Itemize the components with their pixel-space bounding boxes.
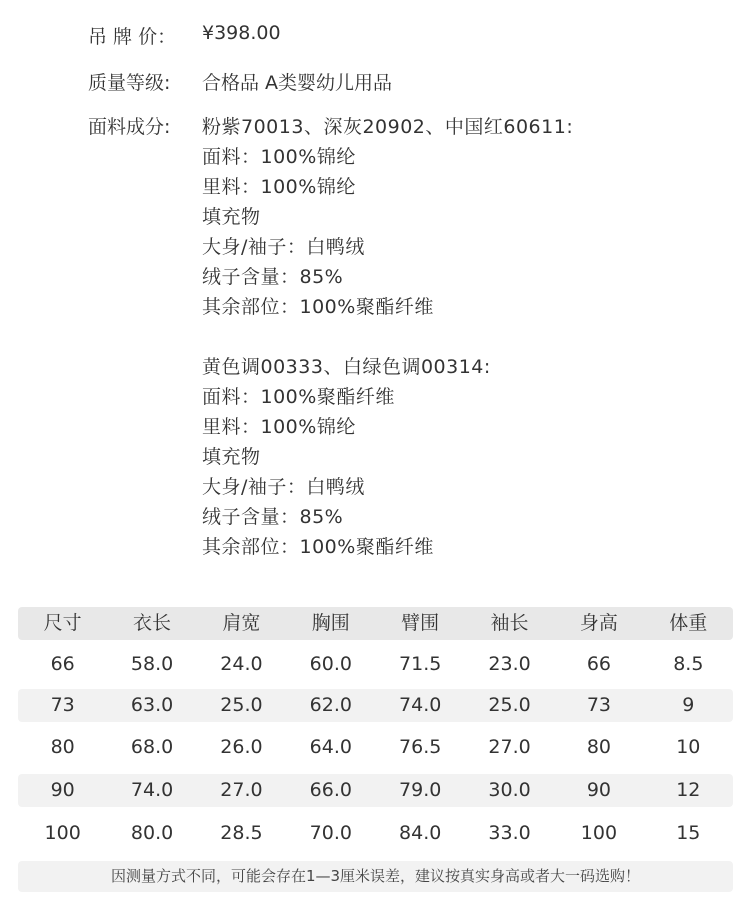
table-header-row — [18, 607, 733, 640]
fabric-group2-line: 其余部位：100%聚酯纤维 — [202, 536, 434, 558]
table-row — [18, 648, 733, 681]
fabric-group1-title: 粉紫70013、深灰20902、中国红60611: — [202, 116, 574, 138]
grade-label: 质量等级: — [88, 72, 171, 94]
table-header-cell: 身高 — [579, 612, 618, 634]
table-header-cell: 臂围 — [401, 612, 440, 634]
fabric-group2-line: 填充物 — [202, 446, 261, 468]
table-header-cell: 衣长 — [133, 612, 172, 634]
table-header-cell: 体重 — [669, 612, 708, 634]
table-cell: 66.0 — [309, 779, 352, 801]
table-cell: 63.0 — [130, 694, 174, 716]
table-cell: 12 — [676, 779, 701, 801]
fabric-group2-line: 面料：100%聚酯纤维 — [202, 386, 395, 408]
table-cell: 68.0 — [130, 736, 174, 758]
price-value: ¥398.00 — [202, 22, 281, 44]
table-cell: 76.5 — [399, 736, 442, 758]
table-cell: 60.0 — [309, 653, 352, 675]
table-cell: 10 — [676, 736, 701, 758]
table-row — [18, 817, 733, 850]
table-cell: 15 — [676, 822, 701, 844]
fabric-label: 面料成分: — [88, 116, 171, 138]
measurement-note: 因测量方式不同，可能会存在1—3厘米误差，建议按真实身高或者大一码选购！ — [18, 861, 733, 892]
grade-value: 合格品 A类婴幼儿用品 — [202, 72, 393, 94]
table-cell: 62.0 — [309, 694, 352, 716]
table-cell: 80 — [586, 736, 612, 758]
fabric-group2-title: 黄色调00333、白绿色调00314: — [202, 356, 491, 378]
fabric-group2-line: 大身/袖子：白鸭绒 — [202, 476, 365, 498]
table-cell: 26.0 — [220, 736, 263, 758]
fabric-group2-line: 绒子含量：85% — [202, 506, 344, 528]
table-cell: 25.0 — [488, 694, 531, 716]
table-cell: 74.0 — [399, 694, 442, 716]
table-header-cell: 尺寸 — [43, 612, 82, 634]
table-row — [18, 689, 733, 722]
fabric-group1-line: 绒子含量：85% — [202, 266, 344, 288]
table-cell: 8.5 — [673, 653, 704, 675]
price-label: 吊 牌 价： — [88, 26, 177, 48]
table-cell: 90 — [50, 779, 75, 801]
table-cell: 80 — [50, 736, 75, 758]
table-cell: 27.0 — [220, 779, 263, 801]
fabric-group2-line: 里料：100%锦纶 — [202, 416, 356, 438]
table-cell: 64.0 — [309, 736, 352, 758]
table-cell: 25.0 — [220, 694, 263, 716]
table-cell: 30.0 — [488, 779, 531, 801]
table-header-cell: 胸围 — [311, 612, 350, 634]
table-cell: 71.5 — [399, 653, 442, 675]
table-cell: 90 — [586, 779, 612, 801]
table-cell: 9 — [682, 694, 695, 716]
table-row — [18, 774, 733, 807]
table-cell: 27.0 — [488, 736, 531, 758]
table-cell: 79.0 — [399, 779, 442, 801]
table-cell: 70.0 — [309, 822, 352, 844]
table-cell: 74.0 — [130, 779, 174, 801]
table-cell: 66 — [50, 653, 75, 675]
table-cell: 58.0 — [130, 653, 174, 675]
table-cell: 33.0 — [488, 822, 531, 844]
table-header-cell: 袖长 — [490, 612, 529, 634]
table-cell: 28.5 — [220, 822, 263, 844]
fabric-group1-line: 里料：100%锦纶 — [202, 176, 356, 198]
fabric-group1-line: 其余部位：100%聚酯纤维 — [202, 296, 434, 318]
table-cell: 23.0 — [488, 653, 531, 675]
table-cell: 73 — [50, 694, 75, 716]
table-cell: 73 — [586, 694, 612, 716]
table-cell: 66 — [586, 653, 612, 675]
table-cell: 100 — [44, 822, 81, 844]
table-header-cell: 肩宽 — [222, 612, 261, 634]
table-cell: 100 — [580, 822, 618, 844]
fabric-group1-line: 大身/袖子：白鸭绒 — [202, 236, 365, 258]
table-cell: 80.0 — [130, 822, 174, 844]
fabric-group1-line: 面料：100%锦纶 — [202, 146, 356, 168]
table-row — [18, 731, 733, 764]
table-cell: 24.0 — [220, 653, 263, 675]
table-cell: 84.0 — [399, 822, 442, 844]
fabric-group1-line: 填充物 — [202, 206, 261, 228]
